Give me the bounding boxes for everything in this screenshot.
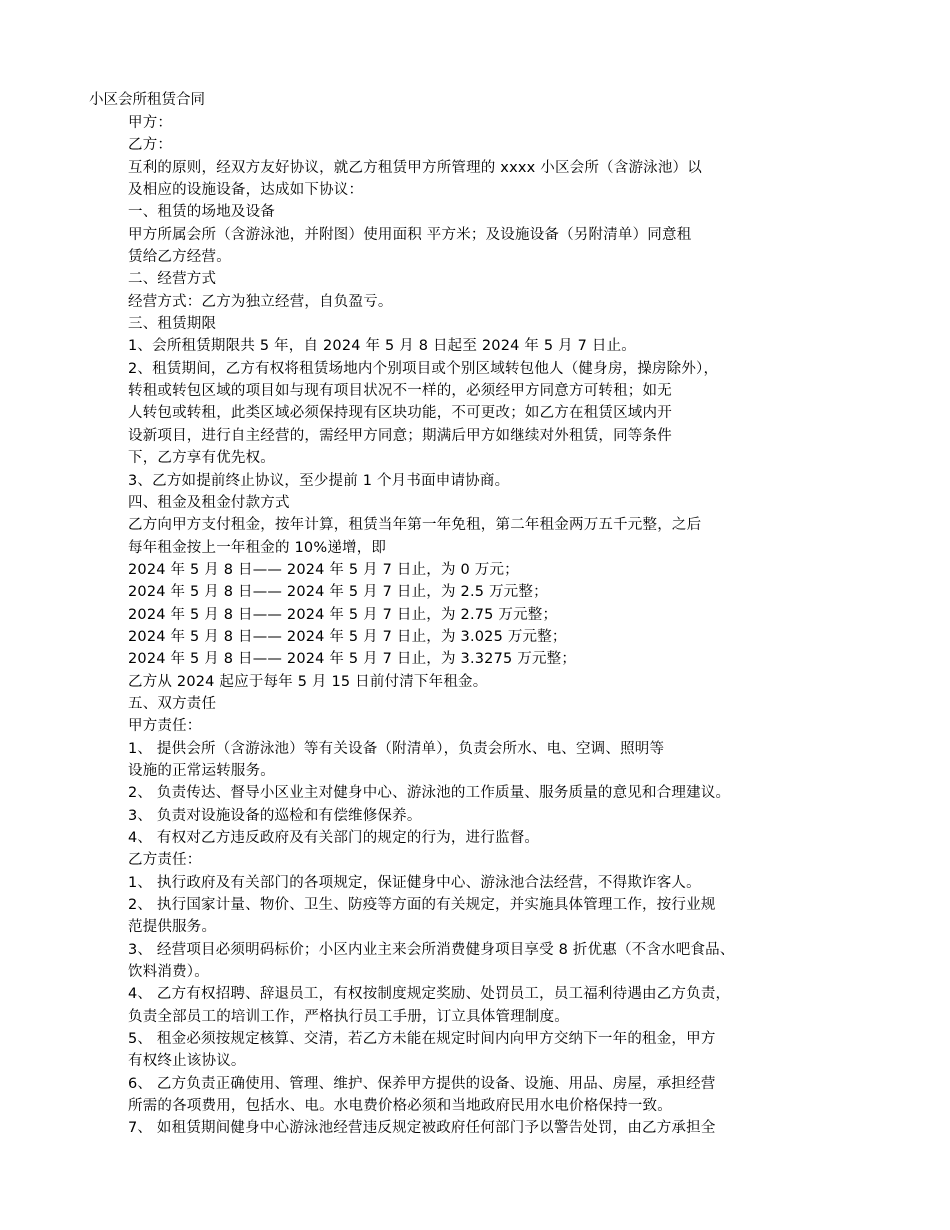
document-line: 乙方： [128,137,173,154]
document-body [128,112,938,1140]
document-line: 7、 如租赁期间健身中心游泳池经营违反规定被政府任何部门予以警告处罚，由乙方承担全 [128,1120,716,1137]
document-line: 2、租赁期间，乙方有权将租赁场地内个别项目或个别区域转包他人（健身房，操房除外）， [128,360,719,377]
document-line: 4、 乙方有权招聘、辞退员工，有权按制度规定奖励、处罚员工，员工福利待遇由乙方负责， [128,986,731,1003]
document-line: 设新项目，进行自主经营的，需经甲方同意；期满后甲方如继续对外租赁，同等条件 [128,427,672,444]
document-line: 1、 执行政府及有关部门的各项规定，保证健身中心、游泳池合法经营，不得欺诈客人。 [128,874,701,891]
document-line: 2、 负责传达、督导小区业主对健身中心、游泳池的工作质量、服务质量的意见和合理建议。 [128,785,731,802]
document-line: 乙方向甲方支付租金，按年计算，租赁当年第一年免租，第二年租金两万五千元整，之后 [128,517,702,534]
document-line: 乙方责任： [128,852,202,869]
document-line: 有权终止该协议。 [128,1053,246,1070]
document-line: 甲方所属会所（含游泳池，并附图）使用面积 平方米；及设施设备（另附清单）同意租 [128,226,692,243]
document-line: 1、 提供会所（含游泳池）等有关设备（附清单），负责会所水、电、空调、照明等 [128,740,665,757]
document-line: 2024 年 5 月 8 日—— 2024 年 5 月 7 日止，为 2.75 万元整； [128,606,558,623]
document-line: 乙方从 2024 起应于每年 5 月 15 日前付清下年租金。 [128,673,488,690]
document-line: 五、双方责任 [128,695,217,712]
document-line: 负责全部员工的培训工作，严格执行员工手册，订立具体管理制度。 [128,1008,569,1025]
document-line: 3、 经营项目必须明码标价；小区内业主来会所消费健身项目享受 8 折优惠（不含水吧食品、 [128,941,735,958]
document-line: 2、 执行国家计量、物价、卫生、防疫等方面的有关规定，并实施具体管理工作，按行业规 [128,897,716,914]
document-line: 6、 乙方负责正确使用、管理、维护、保养甲方提供的设备、设施、用品、房屋，承担经营 [128,1075,716,1092]
document-line: 3、乙方如提前终止协议，至少提前 1 个月书面申请协商。 [128,472,510,489]
document-line: 设施的正常运转服务。 [128,762,275,779]
document-line: 2024 年 5 月 8 日—— 2024 年 5 月 7 日止，为 0 万元； [128,561,519,578]
document-line: 转租或转包区域的项目如与现有项目状况不一样的，必须经甲方同意方可转租；如无 [128,383,672,400]
document-line: 下，乙方享有优先权。 [128,450,275,467]
document-line: 所需的各项费用，包括水、电。水电费价格必须和当地政府民用水电价格保持一致。 [128,1098,672,1115]
document-line: 1、会所租赁期限共 5 年，自 2024 年 5 月 8 日起至 2024 年 5 月 7 日止。 [128,338,636,355]
document-line: 2024 年 5 月 8 日—— 2024 年 5 月 7 日止，为 2.5 万元整； [128,584,548,601]
document-line: 范提供服务。 [128,919,217,936]
document-line: 三、租赁期限 [128,316,217,333]
document-line: 赁给乙方经营。 [128,249,231,266]
document-line: 四、租金及租金付款方式 [128,494,290,511]
document-line: 饮料消费）。 [128,964,209,981]
document-line: 2024 年 5 月 8 日—— 2024 年 5 月 7 日止，为 3.025 万元整； [128,628,567,645]
document-title: 小区会所租赁合同 [89,92,205,108]
document-line: 经营方式：乙方为独立经营，自负盈亏。 [128,293,393,310]
document-line: 2024 年 5 月 8 日—— 2024 年 5 月 7 日止，为 3.3275 万元整； [128,651,577,668]
document-line: 甲方： [128,115,173,131]
document-line: 5、 租金必须按规定核算、交清，若乙方未能在规定时间内向甲方交纳下一年的租金，甲方 [128,1031,716,1048]
document-line: 及相应的设施设备，达成如下协议： [128,182,364,199]
document-line: 甲方责任： [128,718,202,735]
document-line: 一、租赁的场地及设备 [128,204,275,221]
document-line: 每年租金按上一年租金的 10%递增，即 [128,539,387,556]
document-line: 互利的原则，经双方友好协议，就乙方租赁甲方所管理的 xxxx 小区会所（含游泳池）以 [128,159,702,176]
document-line: 3、 负责对设施设备的巡检和有偿维修保养。 [128,807,422,824]
document-line: 人转包或转租，此类区域必须保持现有区块功能，不可更改；如乙方在租赁区域内开 [128,405,672,422]
document-line: 4、 有权对乙方违反政府及有关部门的规定的行为，进行监督。 [128,830,540,846]
document-line: 二、经营方式 [128,271,217,288]
